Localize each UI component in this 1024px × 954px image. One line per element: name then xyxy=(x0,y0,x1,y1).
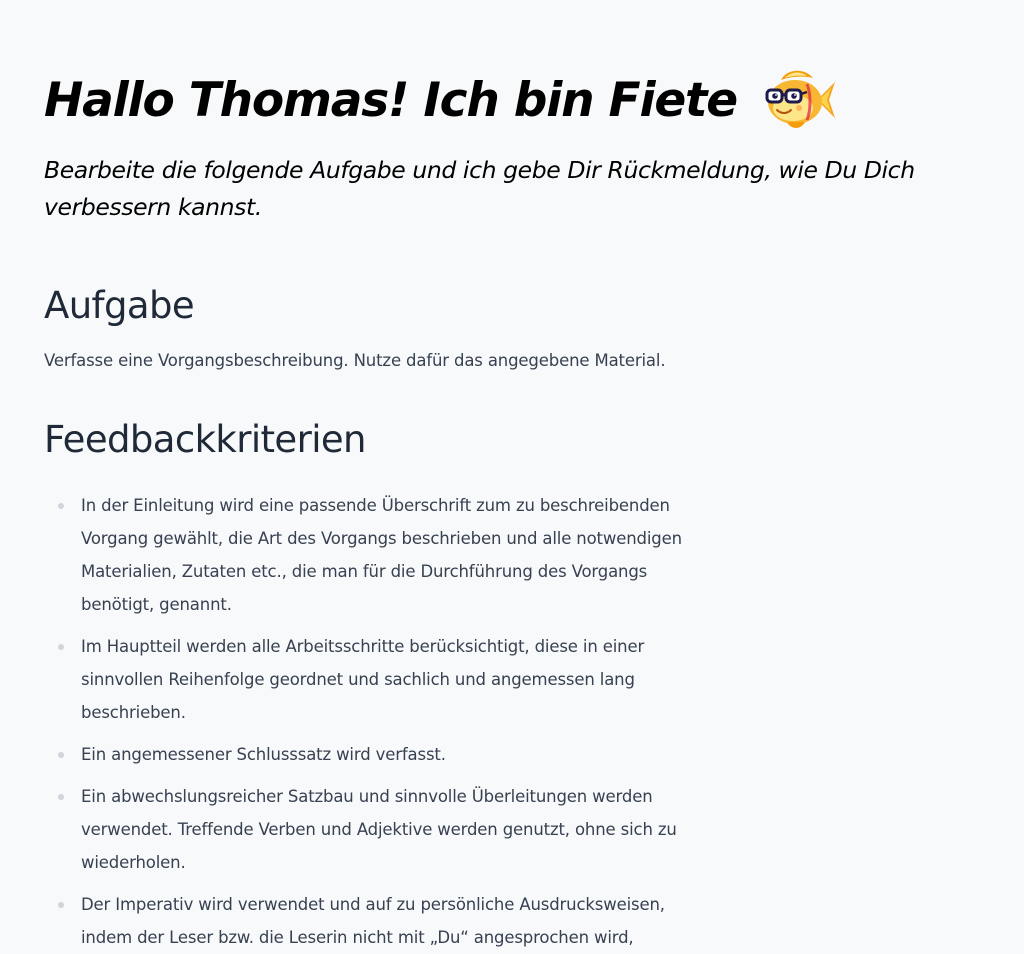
title-row xyxy=(44,60,837,140)
page-subtitle: Bearbeite die folgende Aufgabe und ich gebe Dir Rückmeldung, wie Du Dich verbessern kannst. xyxy=(44,156,915,221)
fish-with-glasses-icon xyxy=(761,68,837,132)
criteria-item xyxy=(44,489,704,621)
bullet-icon xyxy=(58,503,64,509)
criteria-item-text: Ein angemessener Schlusssatz wird verfasst. xyxy=(81,745,446,764)
task-heading: Aufgabe xyxy=(44,284,194,327)
bullet-icon xyxy=(58,644,64,650)
bullet-icon xyxy=(58,752,64,758)
criteria-list xyxy=(44,489,704,954)
task-description: Verfasse eine Vorgangsbeschreibung. Nutze dafür das angegebene Material. xyxy=(44,351,666,370)
criteria-item-text: Ein abwechslungsreicher Satzbau und sinnvolle Überleitungen werden verwendet. Treffende Verben und Adjektive werden genutzt, ohne sich zu wiederholen. xyxy=(81,787,677,872)
criteria-heading: Feedbackkriterien xyxy=(44,418,366,461)
criteria-item-text: Im Hauptteil werden alle Arbeitsschritte berücksichtigt, diese in einer sinnvollen Reihenfolge geordnet und sachlich und angemessen lang beschrieben. xyxy=(81,637,645,722)
criteria-item-text: In der Einleitung wird eine passende Überschrift zum zu beschreibenden Vorgang gewählt, die Art des Vorgangs beschrieben und alle notwendigen Materialien, Zutaten etc., die man für die Durchführung des Vorgangs benötigt, genannt. xyxy=(81,496,682,614)
bullet-icon xyxy=(58,902,64,908)
criteria-item-text: Der Imperativ wird verwendet und auf zu persönliche Ausdrucksweisen, indem der Leser bzw. die Leserin nicht mit „Du“ angesprochen wird, xyxy=(81,895,665,947)
criteria-item xyxy=(44,738,704,771)
page-title: Hallo Thomas! Ich bin Fiete xyxy=(44,72,737,128)
criteria-item xyxy=(44,888,704,954)
bullet-icon xyxy=(58,794,64,800)
criteria-item xyxy=(44,780,704,879)
criteria-item xyxy=(44,630,704,729)
